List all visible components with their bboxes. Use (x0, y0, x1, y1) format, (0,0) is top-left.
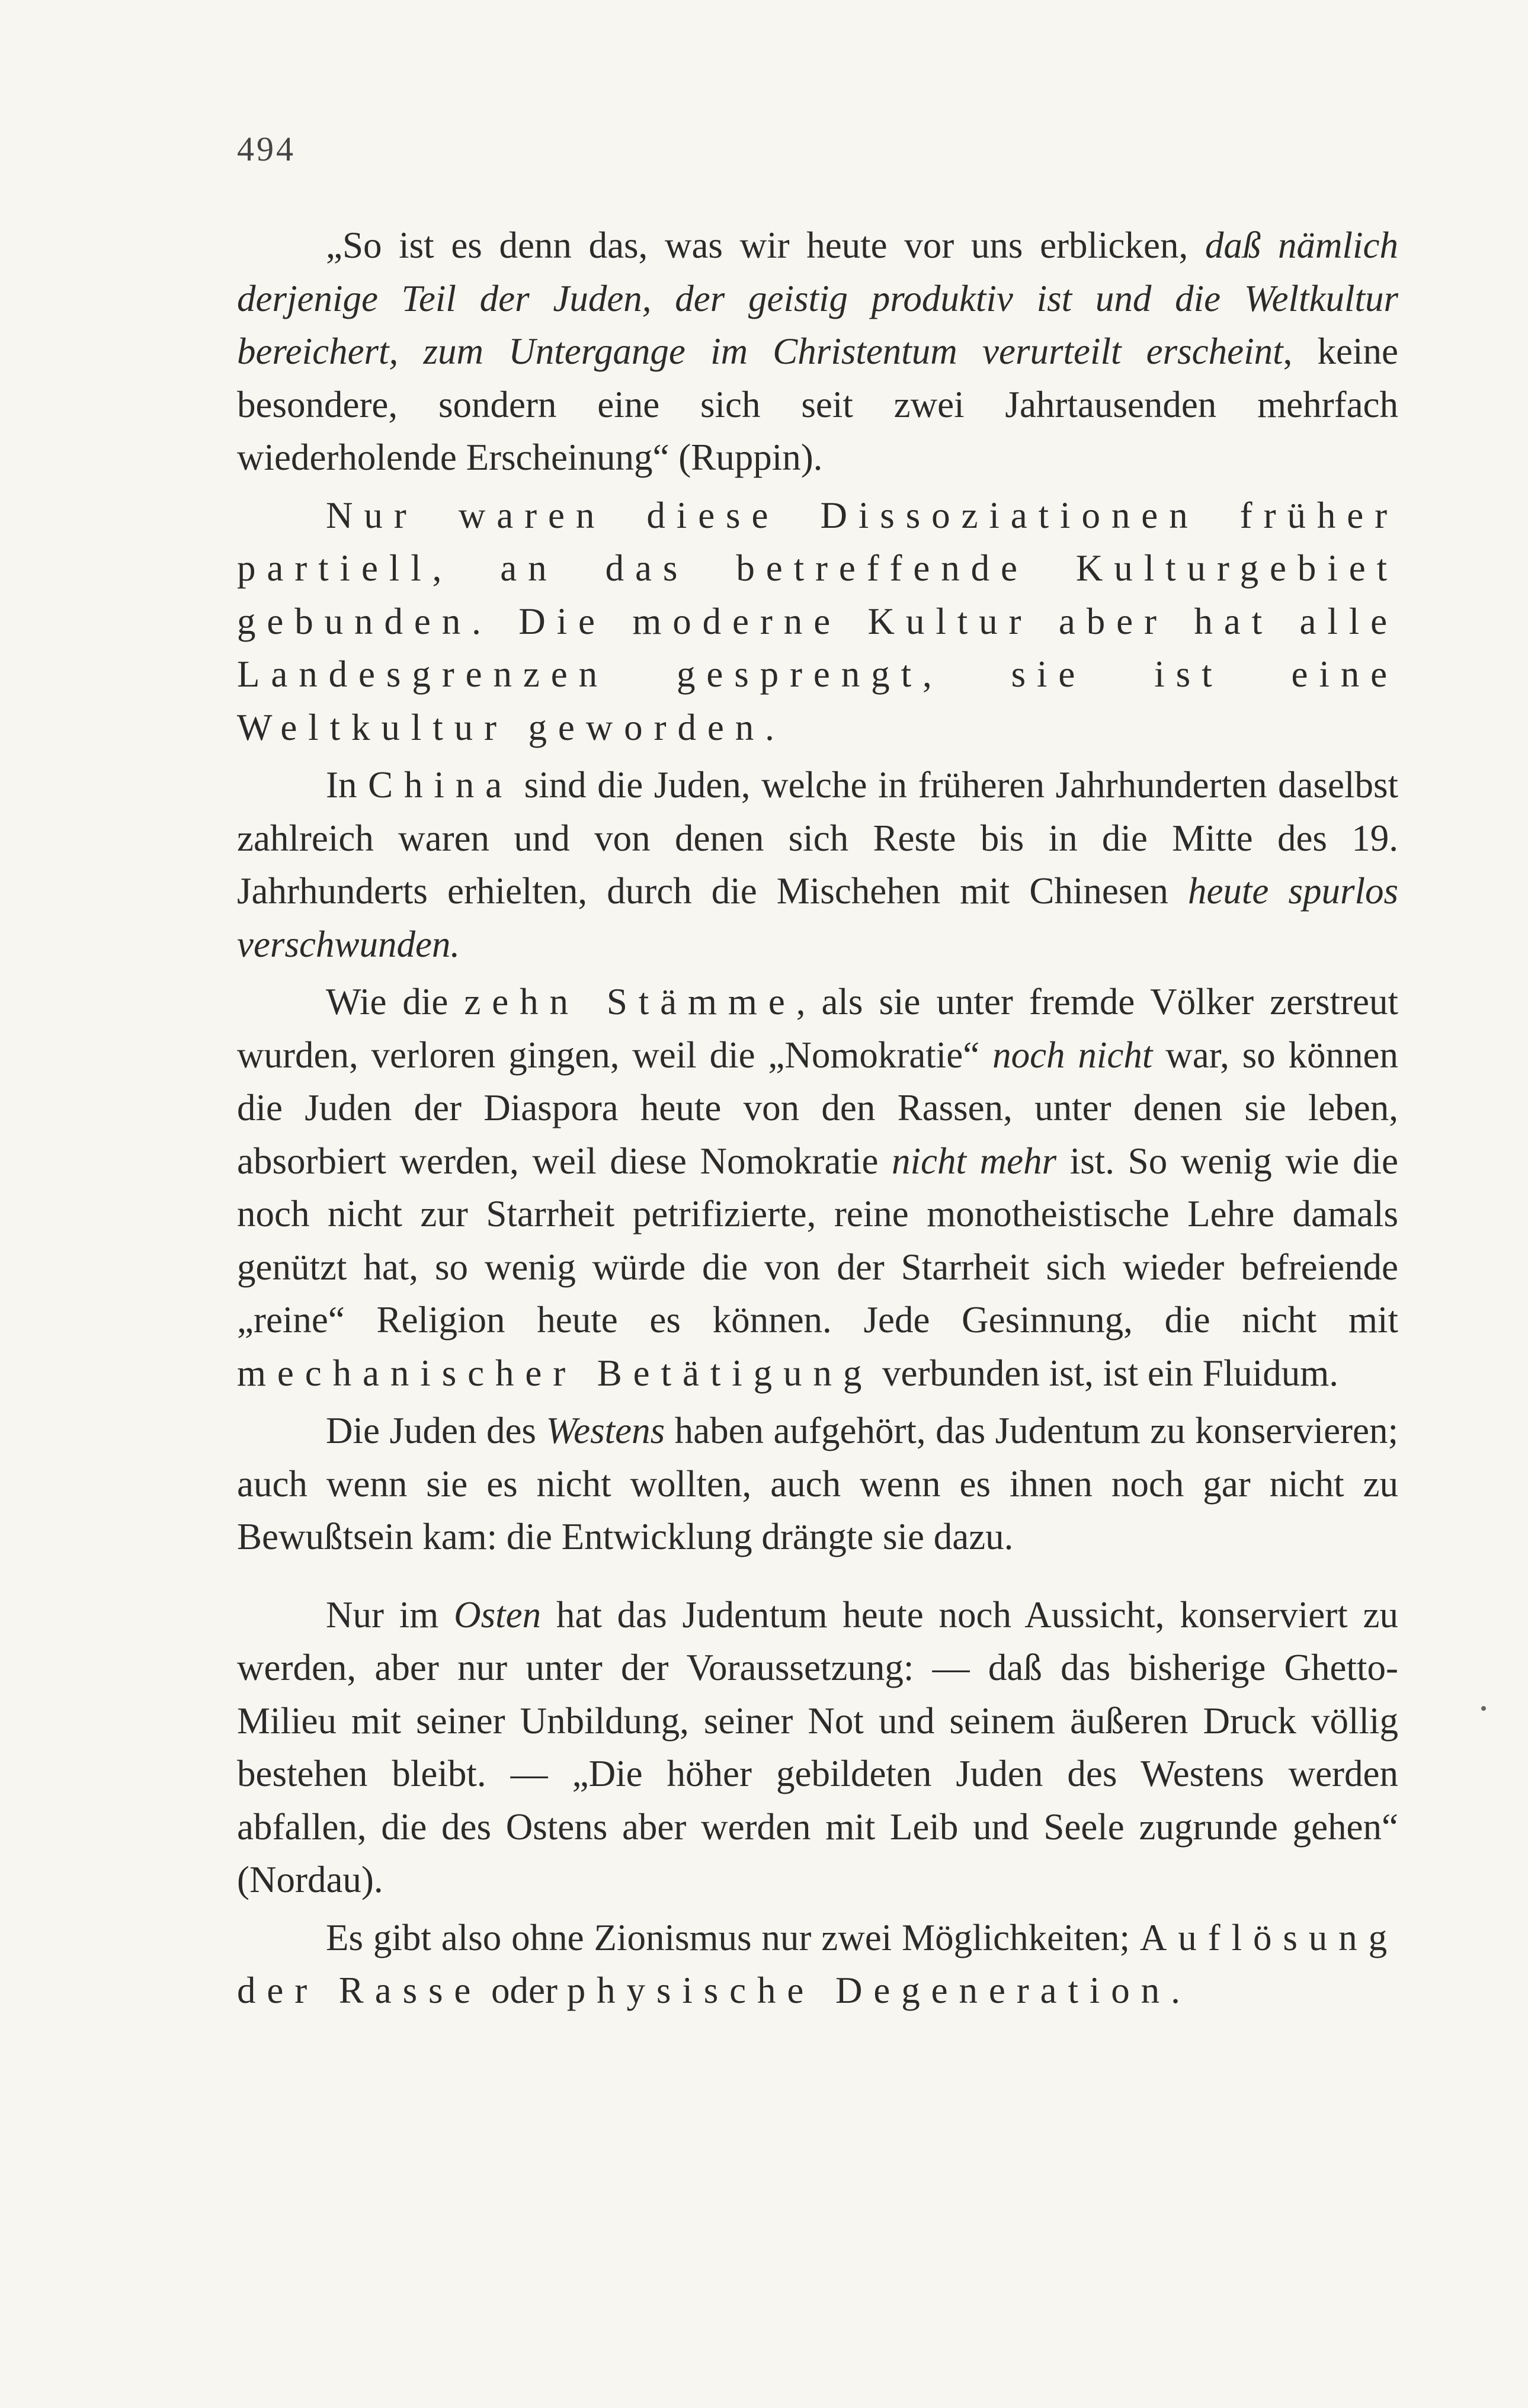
text-span: Die Juden des (326, 1410, 546, 1451)
text-span: hat das Judentum heute noch Aussicht, konserviert zu werden, aber nur unter der Voraussetzung: — daß das bisherige Ghetto-Milieu mit seiner Unbildung, seiner Not und seinem äußeren Druck völlig bestehen bleibt. — „Die höher gebildeten Juden des Westens werden abfallen, die des Ostens aber werden mit Leib und Seele zugrunde gehen“ (Nordau). (237, 1593, 1399, 1900)
text-span: sind die Juden, welche in früheren Jahrhunderten daselbst zahlreich waren und von denen sich Reste bis in die Mitte des 19. Jahrhunderts erhielten, durch die Mischehen mit Chinesen (237, 764, 1398, 912)
spaced-span: zehn Stämme (464, 981, 796, 1022)
paragraph-west (237, 1405, 1398, 1564)
page-number: 494 (237, 130, 296, 168)
text-span: haben aufgehört, das Judentum zu konservieren; auch wenn sie es nicht wollten, auch wenn es ihnen noch gar nicht zu Bewußtsein kam: die Entwicklung drängte sie dazu. (237, 1410, 1398, 1557)
spaced-span: Auflösung der Rasse (237, 1916, 1398, 2011)
paragraph-ruppin-quote (237, 219, 1398, 485)
italic-span: nicht mehr (892, 1140, 1057, 1182)
italic-span: Westens (546, 1410, 665, 1451)
text-span: , als sie unter fremde Völker zerstreut wurden, verloren gingen, weil die „Nomokratie“ (237, 981, 1398, 1076)
paragraph-dissociations (237, 489, 1398, 755)
spaced-span: China (368, 764, 514, 806)
text-span: war, so können die Juden der Diaspora heute von den Rassen, unter denen sie leben, absorbiert werden, weil diese Nomokratie (237, 1034, 1399, 1182)
text-span: ist. So wenig wie die noch nicht zur Starrheit petrifizierte, reine monotheistische Lehre damals genützt hat, so wenig würde die von der Starrheit sich wieder befreiende „reine“ Religion heute es können. Jede Gesinnung, die nicht mit (237, 1140, 1398, 1341)
text-span: Nur im (326, 1593, 454, 1636)
text-span: Es gibt also ohne Zionismus nur zwei Möglichkeiten; (326, 1916, 1140, 1958)
text-span: „So ist es denn das, was wir heute vor uns erblicken, (326, 225, 1205, 266)
text-span: oder (482, 1970, 567, 2011)
text-span: , keine besondere, sondern eine sich seit zwei Jahrtausenden mehrfach wiederholende Erscheinung“ (Ruppin). (237, 331, 1398, 478)
italic-span: daß nämlich derjenige Teil der Juden, der geistig produktiv ist und die Weltkultur bereichert, zum Untergange im Christentum verurteilt erscheint (237, 225, 1398, 372)
margin-speck (1481, 1706, 1486, 1711)
italic-span: Osten (454, 1593, 542, 1636)
paragraph-conclusion (237, 1912, 1398, 2018)
paragraph-ten-tribes (237, 976, 1398, 1400)
spaced-span: physische Degeneration (566, 1970, 1171, 2011)
body-text (237, 219, 1398, 2018)
text-span: verbunden ist, ist ein Fluidum. (873, 1352, 1338, 1394)
text-span: . (1171, 1970, 1180, 2011)
spaced-span: Nur waren diese Dissoziationen früher partiell, an das betreffende Kulturgebiet gebunden. Die moderne Kultur aber hat alle Landesgrenzen gesprengt, sie ist eine Weltkultur geworden. (237, 494, 1398, 748)
paragraph-east (237, 1589, 1398, 1907)
text-span: In (326, 764, 369, 806)
italic-span: heute spurlos verschwunden. (237, 870, 1399, 965)
spaced-span: mechanischer Betätigung (237, 1352, 873, 1394)
paragraph-china (237, 759, 1398, 971)
italic-span: noch nicht (992, 1034, 1153, 1076)
text-span: Wie die (326, 981, 465, 1022)
